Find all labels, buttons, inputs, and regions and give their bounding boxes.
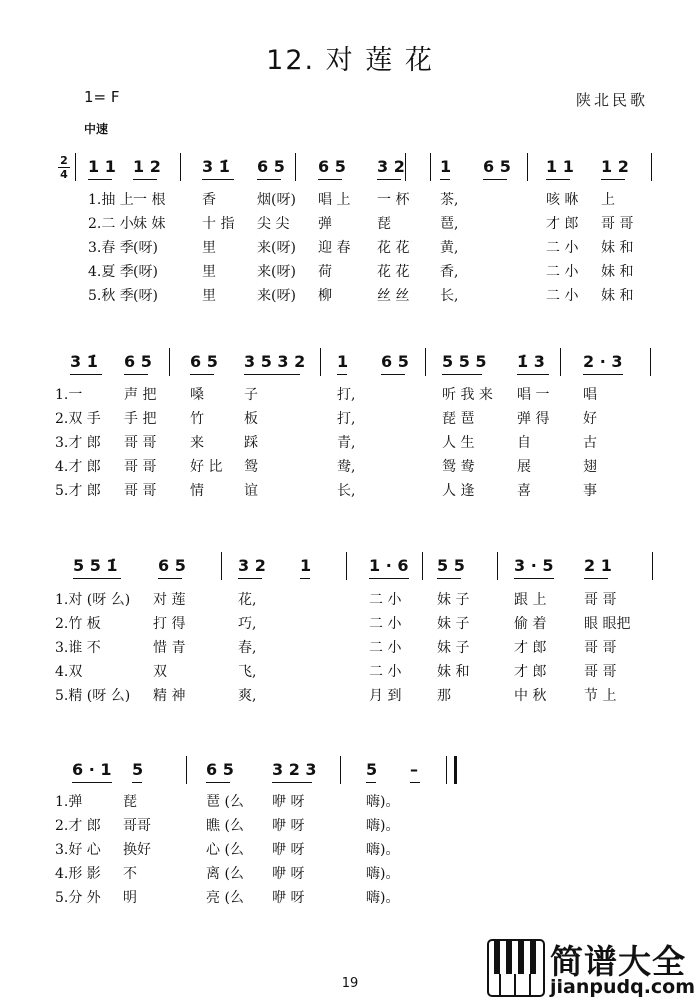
- bar-line: [405, 153, 406, 181]
- lyric-text: 二 小: [369, 616, 402, 632]
- lyric-text: 那: [437, 688, 451, 704]
- lyric-text: 琶,: [440, 216, 459, 232]
- note-group: 3 · 5: [514, 556, 554, 575]
- bar-line: [75, 153, 76, 181]
- lyric-text: 心 (么: [206, 842, 244, 858]
- lyric-text: 花 花: [377, 240, 410, 256]
- note-group: 5: [132, 760, 144, 779]
- lyric-text: 茶,: [440, 192, 459, 208]
- lyric-text: 青,: [337, 435, 356, 451]
- note-group: 1 1: [546, 157, 574, 176]
- note-group: 1 2: [133, 157, 161, 176]
- lyric-text: 一 根: [133, 192, 166, 208]
- lyric-text: 人 逢: [442, 483, 475, 499]
- lyric-text: 里: [202, 240, 216, 256]
- lyric-text: 2.才 郎: [55, 818, 101, 834]
- lyric-text: 换好: [123, 842, 151, 858]
- lyric-text: 哥 哥: [601, 216, 634, 232]
- lyric-text: 子: [244, 387, 258, 403]
- lyric-text: 唱 一: [517, 387, 550, 403]
- lyric-text: 鸳: [244, 459, 258, 475]
- lyric-text: 唱: [583, 387, 597, 403]
- lyric-text: 情: [190, 483, 204, 499]
- lyric-text: 尖 尖: [257, 216, 290, 232]
- bar-line: [497, 552, 498, 580]
- note-group: 3 5 3 2: [244, 352, 306, 371]
- lyric-text: 丝 丝: [377, 288, 410, 304]
- beat-underline: [514, 578, 554, 579]
- lyric-text: 中 秋: [514, 688, 547, 704]
- lyric-text: 妹 子: [437, 592, 470, 608]
- lyric-text: 展: [517, 459, 531, 475]
- logo-url: jianpudq.com: [550, 976, 696, 998]
- lyric-text: 事: [583, 483, 597, 499]
- lyric-text: 长,: [337, 483, 356, 499]
- key-signature: 1= F: [84, 88, 120, 106]
- lyric-text: 3.好 心: [55, 842, 101, 858]
- beat-underline: [202, 179, 234, 180]
- lyric-text: 板: [244, 411, 258, 427]
- bar-line: [320, 348, 321, 376]
- note-group: 5 5 5: [442, 352, 487, 371]
- lyric-text: 妹 和: [601, 288, 634, 304]
- lyric-text: 打,: [337, 387, 356, 403]
- lyric-text: 节 上: [584, 688, 617, 704]
- lyric-text: 哥 哥: [584, 664, 617, 680]
- note-group: 6 5: [483, 157, 511, 176]
- bar-line: [651, 153, 652, 181]
- beat-underline: [132, 782, 142, 783]
- lyric-text: 2.二 小: [88, 216, 134, 232]
- beat-underline: [437, 578, 461, 579]
- lyric-text: 1.抽 上: [88, 192, 134, 208]
- lyric-text: 谊: [244, 483, 258, 499]
- bar-line: [422, 552, 423, 580]
- lyric-text: 哥 哥: [124, 483, 157, 499]
- lyric-text: 对 莲: [153, 592, 186, 608]
- lyric-text: 5.秋 季: [88, 288, 134, 304]
- note-group: 6 5: [124, 352, 152, 371]
- lyric-text: 3.春 季: [88, 240, 134, 256]
- site-logo: [486, 936, 698, 1000]
- beat-underline: [318, 179, 342, 180]
- beat-underline: [584, 578, 608, 579]
- note-group: 1: [440, 157, 452, 176]
- note-group: 3 2: [238, 556, 266, 575]
- lyric-text: 踩: [244, 435, 258, 451]
- beat-underline: [583, 374, 623, 375]
- lyric-text: 十 指: [202, 216, 235, 232]
- time-signature-top: 2: [60, 154, 68, 167]
- beat-underline: [442, 374, 482, 375]
- note-group: 1 2: [601, 157, 629, 176]
- lyric-text: 来(呀): [257, 264, 296, 280]
- lyric-text: 嗨)。: [366, 818, 400, 834]
- note-group: –: [410, 760, 418, 779]
- bar-line: [560, 348, 561, 376]
- lyric-text: 双: [153, 664, 167, 680]
- lyric-text: 手 把: [124, 411, 157, 427]
- time-signature: [58, 155, 70, 180]
- note-group: 6 · 1: [72, 760, 112, 779]
- bar-line: [652, 552, 653, 580]
- beat-underline: [206, 782, 230, 783]
- lyric-text: 荷: [318, 264, 332, 280]
- bar-line: [446, 756, 447, 784]
- lyric-text: 二 小: [546, 264, 579, 280]
- lyric-text: 哥 哥: [584, 592, 617, 608]
- lyric-text: 4.形 影: [55, 866, 101, 882]
- lyric-text: 惜 青: [153, 640, 186, 656]
- lyric-text: 弹 得: [517, 411, 550, 427]
- note-group: 5: [366, 760, 378, 779]
- lyric-text: 偷 着: [514, 616, 547, 632]
- note-group: 1 · 6: [369, 556, 409, 575]
- lyric-text: 喜: [517, 483, 531, 499]
- lyric-text: 才 郎: [514, 640, 547, 656]
- lyric-text: 上: [601, 192, 615, 208]
- beat-underline: [366, 782, 376, 783]
- beat-underline: [272, 782, 312, 783]
- beat-underline: [483, 179, 507, 180]
- note-group: 3 1̇: [70, 352, 98, 371]
- page-number: 19: [341, 976, 359, 991]
- note-group: 3 2 3: [272, 760, 317, 779]
- lyric-text: 飞,: [238, 664, 257, 680]
- piano-keys-icon: [486, 936, 546, 1000]
- beat-underline: [124, 374, 148, 375]
- lyric-text: 来(呀): [257, 288, 296, 304]
- lyric-text: 4.才 郎: [55, 459, 101, 475]
- lyric-text: 哥 哥: [584, 640, 617, 656]
- lyric-text: 妹 子: [437, 616, 470, 632]
- beat-underline: [300, 578, 310, 579]
- lyric-text: 二 小: [546, 288, 579, 304]
- lyric-text: 嗨)。: [366, 794, 400, 810]
- beat-underline: [337, 374, 347, 375]
- note-group: 6 5: [381, 352, 409, 371]
- beat-underline: [381, 374, 405, 375]
- bar-line: [186, 756, 187, 784]
- lyric-text: 巧,: [238, 616, 257, 632]
- lyric-text: 月 到: [369, 688, 402, 704]
- lyric-text: 咿 呀: [272, 794, 305, 810]
- lyric-text: 迎 春: [318, 240, 351, 256]
- note-group: 1: [300, 556, 312, 575]
- note-group: 2 · 3: [583, 352, 623, 371]
- lyric-text: 离 (么: [206, 866, 244, 882]
- lyric-text: 跟 上: [514, 592, 547, 608]
- lyric-text: 黄,: [440, 240, 459, 256]
- beat-underline: [72, 782, 112, 783]
- lyric-text: (呀): [133, 240, 158, 256]
- lyric-text: 5.才 郎: [55, 483, 101, 499]
- bar-line: [346, 552, 347, 580]
- note-group: 6 5: [206, 760, 234, 779]
- lyric-text: 妹 和: [601, 264, 634, 280]
- tempo-marking: 中速: [84, 122, 109, 136]
- lyric-text: 一 杯: [377, 192, 410, 208]
- lyric-text: 自: [517, 435, 531, 451]
- lyric-text: 琵: [377, 216, 391, 232]
- bar-line: [430, 153, 431, 181]
- note-group: 2 1: [584, 556, 612, 575]
- lyric-text: 鸯,: [337, 459, 356, 475]
- lyric-text: 明: [123, 890, 137, 906]
- bar-line: [295, 153, 296, 181]
- beat-underline: [440, 179, 450, 180]
- lyric-text: 1.对 (呀 么): [55, 592, 131, 608]
- lyric-text: 琵 琶: [442, 411, 475, 427]
- lyric-text: 好: [583, 411, 597, 427]
- lyric-text: 妹 和: [601, 240, 634, 256]
- beat-underline: [601, 179, 625, 180]
- lyric-text: 不: [123, 866, 137, 882]
- lyric-text: 才 郎: [546, 216, 579, 232]
- lyric-text: 琶 (么: [206, 794, 244, 810]
- bar-line: [180, 153, 181, 181]
- beat-underline: [369, 578, 409, 579]
- lyric-text: (呀): [133, 288, 158, 304]
- lyric-text: 咳 咻: [546, 192, 579, 208]
- lyric-text: 人 生: [442, 435, 475, 451]
- beat-underline: [133, 179, 157, 180]
- note-group: 3 1̇: [202, 157, 230, 176]
- lyric-text: 2.双 手: [55, 411, 101, 427]
- lyric-text: 亮 (么: [206, 890, 244, 906]
- note-group: 1 1: [88, 157, 116, 176]
- time-signature-bottom: 4: [60, 168, 68, 181]
- bar-line: [221, 552, 222, 580]
- lyric-text: 1.弹: [55, 794, 83, 810]
- lyric-text: 眼 眼把: [584, 616, 631, 632]
- beat-underline: [244, 374, 300, 375]
- lyric-text: 嗨)。: [366, 890, 400, 906]
- lyric-text: 4.夏 季: [88, 264, 134, 280]
- lyric-text: 琵: [123, 794, 137, 810]
- beat-underline: [546, 179, 570, 180]
- note-group: 6 5: [158, 556, 186, 575]
- lyric-text: 来(呀): [257, 240, 296, 256]
- song-source: 陕北民歌: [575, 91, 648, 109]
- bar-line: [425, 348, 426, 376]
- lyric-text: 嗨)。: [366, 866, 400, 882]
- lyric-text: 嗓: [190, 387, 204, 403]
- lyric-text: 好 比: [190, 459, 223, 475]
- beat-underline: [190, 374, 214, 375]
- lyric-text: 竹: [190, 411, 204, 427]
- note-group: 6 5: [318, 157, 346, 176]
- lyric-text: 古: [583, 435, 597, 451]
- lyric-text: (呀): [133, 264, 158, 280]
- note-group: 1̇ 3: [517, 352, 545, 371]
- lyric-text: 1.一: [55, 387, 83, 403]
- logo-text: 简谱大全: [550, 942, 686, 981]
- bar-line: [650, 348, 651, 376]
- lyric-text: 春,: [238, 640, 257, 656]
- beat-underline: [158, 578, 182, 579]
- lyric-text: 柳: [318, 288, 332, 304]
- lyric-text: 妹 子: [437, 640, 470, 656]
- lyric-text: 咿 呀: [272, 866, 305, 882]
- lyric-text: 哥哥: [123, 818, 151, 834]
- lyric-text: 精 神: [153, 688, 186, 704]
- bar-line: [340, 756, 341, 784]
- beat-underline: [70, 374, 102, 375]
- beat-underline: [88, 179, 112, 180]
- lyric-text: 哥 哥: [124, 459, 157, 475]
- lyric-text: 长,: [440, 288, 459, 304]
- final-bar-line: [454, 756, 457, 784]
- lyric-text: 5.精 (呀 么): [55, 688, 131, 704]
- lyric-text: 咿 呀: [272, 842, 305, 858]
- lyric-text: 香: [202, 192, 216, 208]
- beat-underline: [377, 179, 401, 180]
- beat-underline: [257, 179, 281, 180]
- lyric-text: 里: [202, 264, 216, 280]
- lyric-text: 咿 呀: [272, 890, 305, 906]
- lyric-text: 打 得: [153, 616, 186, 632]
- lyric-text: 二 小: [546, 240, 579, 256]
- lyric-text: 二 小: [369, 640, 402, 656]
- lyric-text: 咿 呀: [272, 818, 305, 834]
- lyric-text: 烟(呀): [257, 192, 296, 208]
- note-group: 5 5: [437, 556, 465, 575]
- lyric-text: 里: [202, 288, 216, 304]
- note-group: 6 5: [257, 157, 285, 176]
- lyric-text: 5.分 外: [55, 890, 101, 906]
- lyric-text: 哥 哥: [124, 435, 157, 451]
- lyric-text: 翅: [583, 459, 597, 475]
- bar-line: [169, 348, 170, 376]
- lyric-text: 花,: [238, 592, 257, 608]
- lyric-text: 才 郎: [514, 664, 547, 680]
- beat-underline: [410, 782, 420, 783]
- lyric-text: 瞧 (么: [206, 818, 244, 834]
- lyric-text: 妹 妹: [133, 216, 166, 232]
- lyric-text: 听 我 来: [442, 387, 493, 403]
- lyric-text: 2.竹 板: [55, 616, 101, 632]
- lyric-text: 鸳 鸯: [442, 459, 475, 475]
- lyric-text: 妹 和: [437, 664, 470, 680]
- lyric-text: 声 把: [124, 387, 157, 403]
- note-group: 3 2: [377, 157, 405, 176]
- lyric-text: 爽,: [238, 688, 257, 704]
- lyric-text: 二 小: [369, 664, 402, 680]
- lyric-text: 唱 上: [318, 192, 351, 208]
- lyric-text: 二 小: [369, 592, 402, 608]
- lyric-text: 香,: [440, 264, 459, 280]
- beat-underline: [238, 578, 262, 579]
- lyric-text: 花 花: [377, 264, 410, 280]
- lyric-text: 嗨)。: [366, 842, 400, 858]
- lyric-text: 打,: [337, 411, 356, 427]
- lyric-text: 3.谁 不: [55, 640, 101, 656]
- lyric-text: 来: [190, 435, 204, 451]
- beat-underline: [73, 578, 121, 579]
- note-group: 6 5: [190, 352, 218, 371]
- beat-underline: [517, 374, 549, 375]
- note-group: 1: [337, 352, 349, 371]
- bar-line: [527, 153, 528, 181]
- page-title: 12. 对 莲 花: [266, 45, 434, 76]
- lyric-text: 3.才 郎: [55, 435, 101, 451]
- note-group: 5 5 1̇: [73, 556, 118, 575]
- lyric-text: 弹: [318, 216, 332, 232]
- lyric-text: 4.双: [55, 664, 83, 680]
